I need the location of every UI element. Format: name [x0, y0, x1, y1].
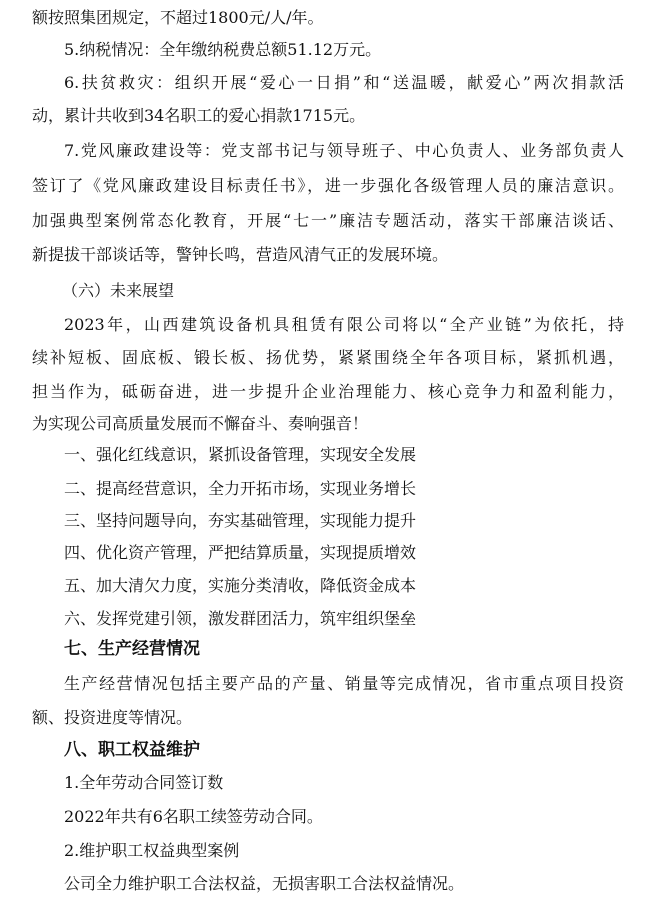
section-heading-production: 七、生产经营情况: [64, 639, 200, 659]
poverty-relief-line: 6.扶贫救灾：组织开展“爱心一日捐”和“送温暖，献爱心”两次捐款活: [64, 73, 624, 92]
paragraph-line: 新提拔干部谈话等，警钟长鸣，营造风清气正的发展环境。: [32, 245, 449, 264]
paragraph-line: 为实现公司高质量发展而不懈奋斗、奏响强音！: [32, 414, 369, 433]
goal-list-item: 五、加大清欠力度，实施分类清收，降低资金成本: [64, 576, 417, 595]
paragraph-line: 担当作为，砥砺奋进，进一步提升企业治理能力、核心竞争力和盈利能力，: [32, 382, 624, 401]
goal-list-item: 一、强化红线意识，紧抓设备管理，实现安全发展: [64, 445, 417, 464]
paragraph-line: 生产经营情况包括主要产品的产量、销量等完成情况，省市重点项目投资: [64, 674, 624, 693]
paragraph-line: 公司全力维护职工合法权益，无损害职工合法权益情况。: [64, 874, 465, 893]
paragraph-line: 签订了《党风廉政建设目标责任书》，进一步强化各级管理人员的廉洁意识。: [32, 176, 624, 195]
goal-list-item: 六、发挥党建引领，激发群团活力，筑牢组织堡垒: [64, 609, 417, 628]
section-heading-future-outlook: （六）未来展望: [62, 281, 175, 300]
goal-list-item: 四、优化资产管理，严把结算质量，实现提质增效: [64, 543, 417, 562]
paragraph-line: 额按照集团规定，不超过1800元/人/年。: [32, 8, 324, 27]
paragraph-line: 动，累计共收到34名职工的爱心捐款1715元。: [32, 106, 366, 125]
paragraph-line: 续补短板、固底板、锻长板、扬优势，紧紧围绕全年各项目标，紧抓机遇，: [32, 348, 624, 367]
goal-list-item: 三、坚持问题导向，夯实基础管理，实现能力提升: [64, 511, 417, 530]
party-conduct-line: 7.党风廉政建设等：党支部书记与领导班子、中心负责人、业务部负责人: [64, 141, 624, 160]
section-heading-employee-rights: 八、职工权益维护: [64, 740, 200, 760]
paragraph-line: 额、投资进度等情况。: [32, 708, 193, 727]
paragraph-line: 2022年共有6名职工续签劳动合同。: [64, 807, 323, 826]
goal-list-item: 二、提高经营意识，全力开拓市场，实现业务增长: [64, 479, 417, 498]
subheading-rights-cases: 2.维护职工权益典型案例: [64, 841, 240, 860]
paragraph-line: 2023年，山西建筑设备机具租赁有限公司将以“全产业链”为依托，持: [64, 315, 624, 334]
tax-status-line: 5.纳税情况：全年缴纳税费总额51.12万元。: [64, 40, 382, 59]
paragraph-line: 加强典型案例常态化教育，开展“七一”廉洁专题活动，落实干部廉洁谈话、: [32, 211, 624, 230]
subheading-contracts: 1.全年劳动合同签订数: [64, 773, 224, 792]
